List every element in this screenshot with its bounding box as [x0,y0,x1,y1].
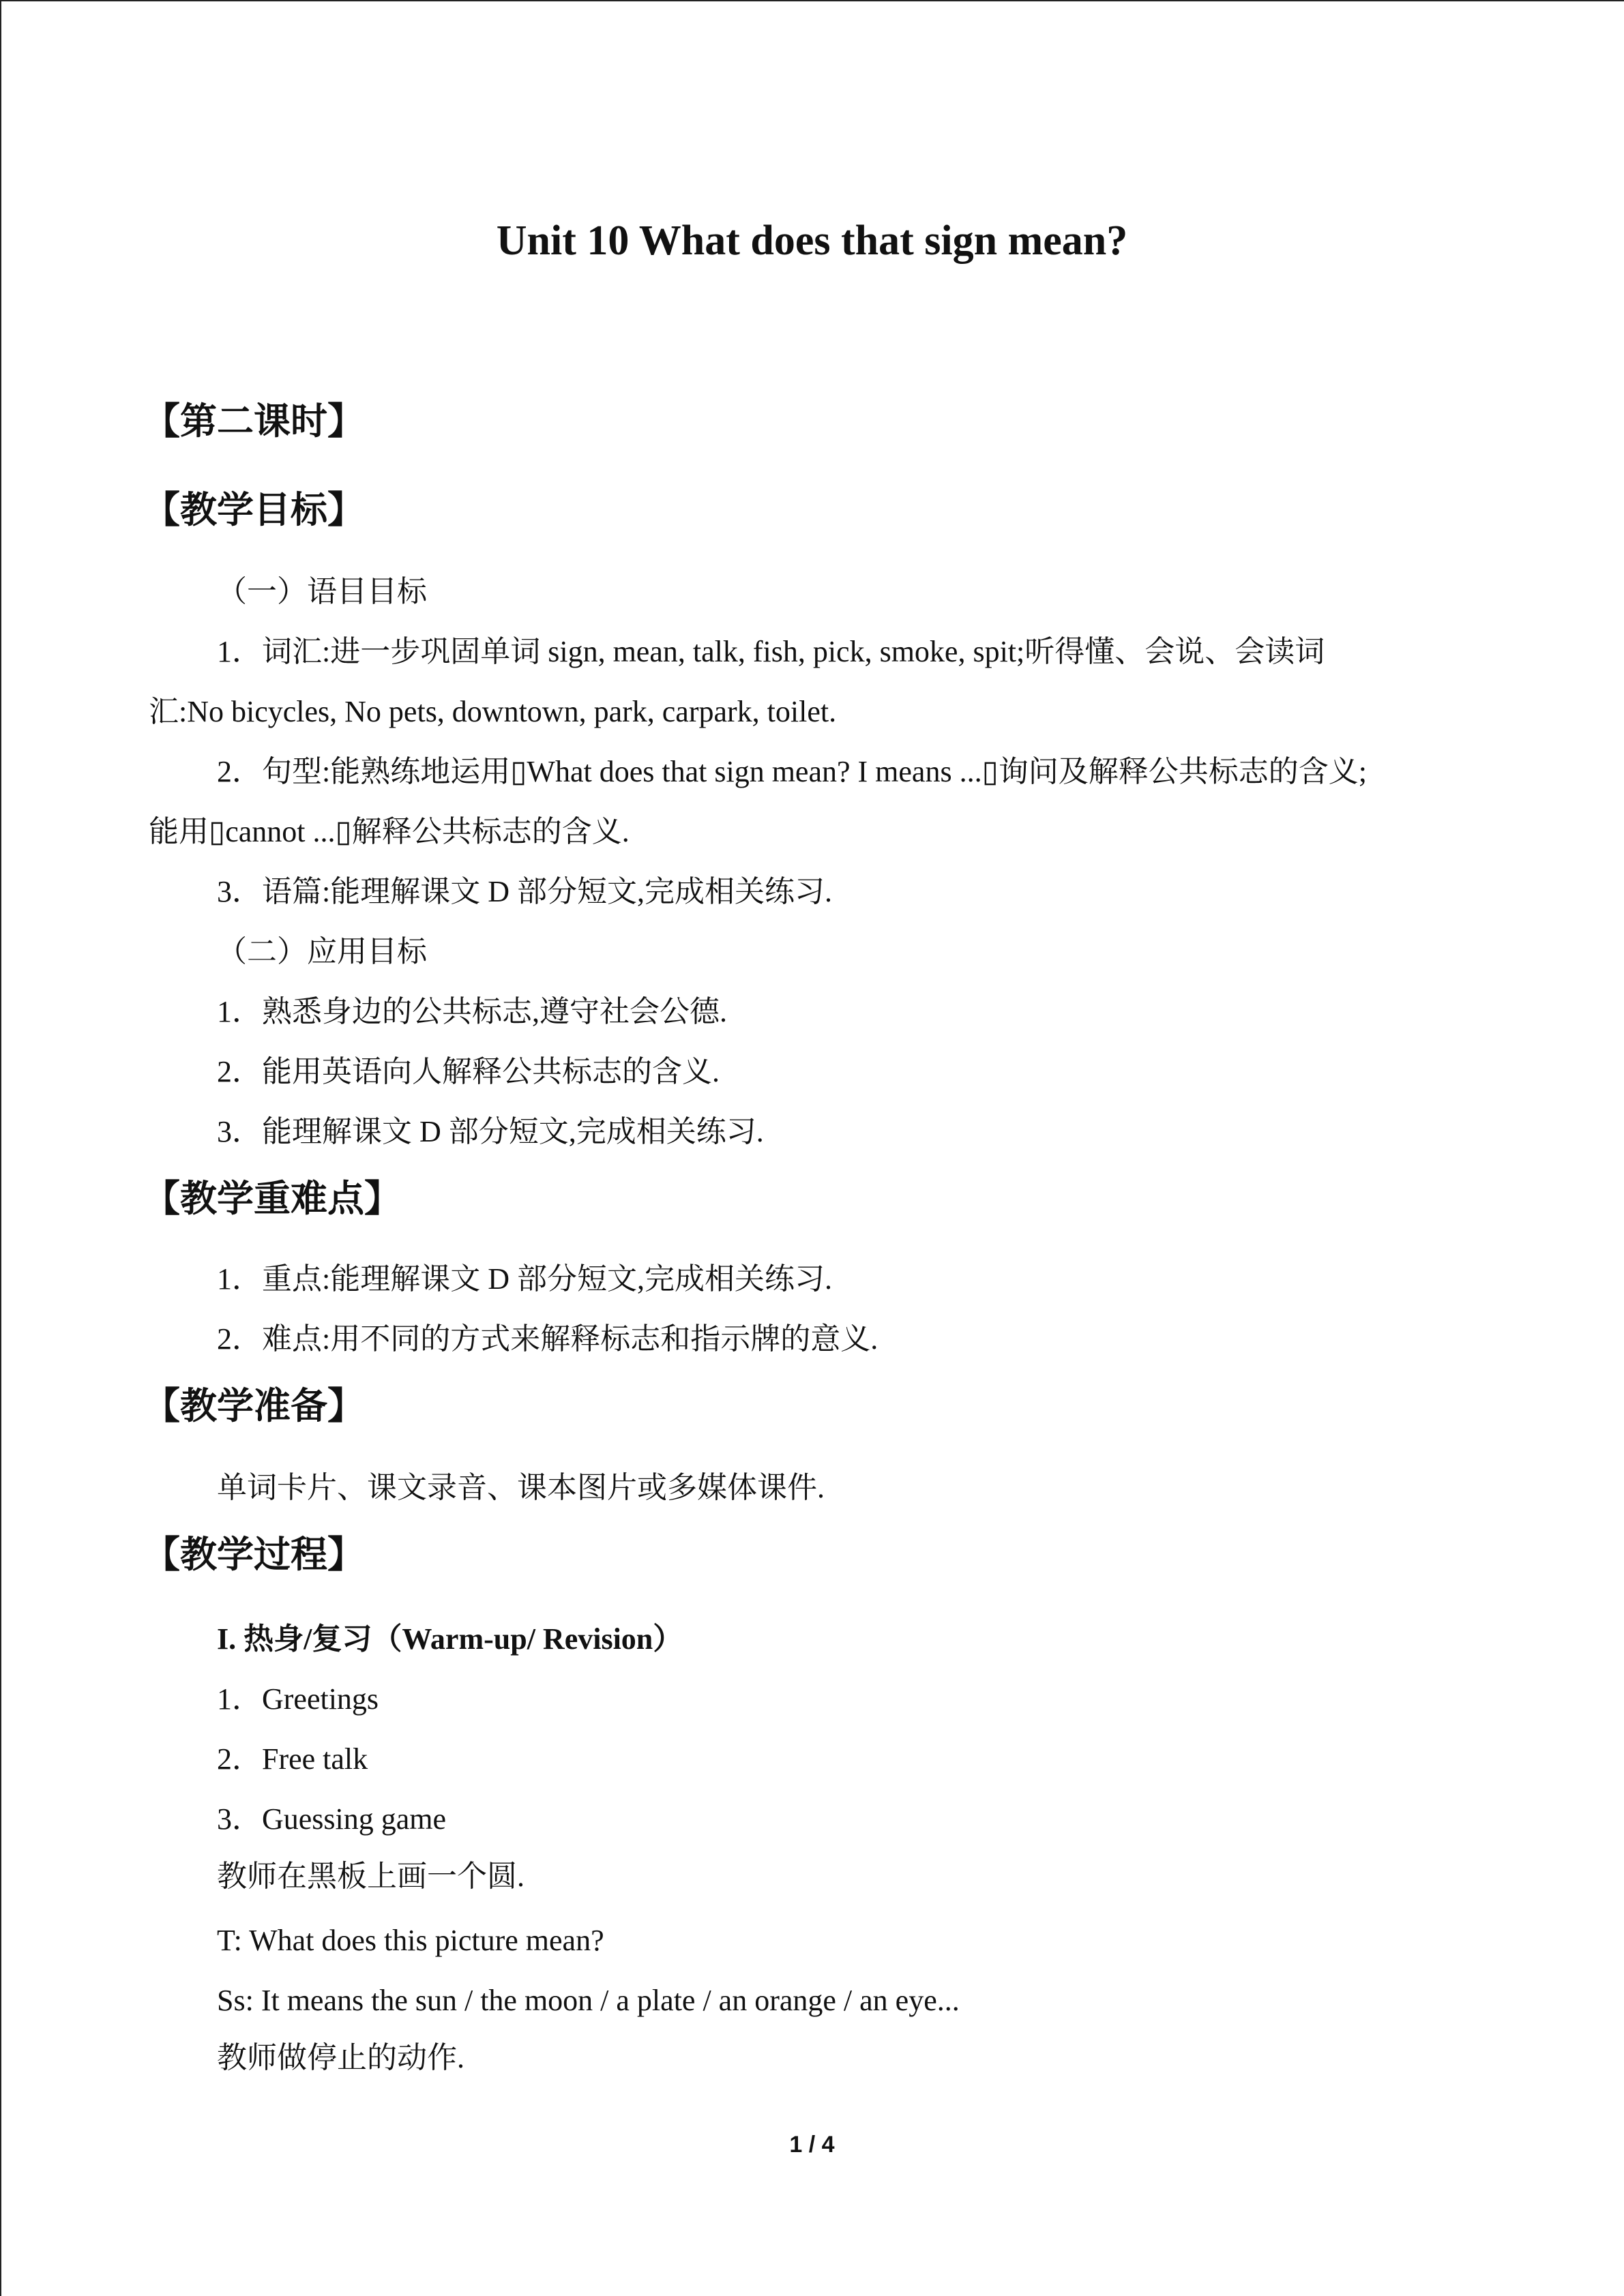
application-objectives-title: （二）应用目标 [217,935,427,968]
application-item-1: 1．熟悉身边的公共标志,遵守社会公德. [217,995,727,1028]
heading-lesson: 【第二课时】 [143,400,364,443]
language-objectives-title: （一）语目目标 [217,575,427,608]
pattern-line-2: 能用▯cannot ...▯解释公共标志的含义. [149,815,630,848]
heading-preparation: 【教学准备】 [143,1384,364,1427]
pattern-line-1: 2．句型:能熟练地运用▯What does that sign mean? I means ...▯询问及解释公共标志的含义; [217,755,1368,788]
process-line-1: 教师在黑板上画一个圆. [217,1860,525,1893]
document-title: Unit 10 What does that sign mean? [496,218,1128,264]
process-line-4: 教师做停止的动作. [217,2041,464,2074]
heading-key-points: 【教学重难点】 [143,1177,401,1220]
process-step-1: 1．Greetings [217,1682,379,1716]
process-step-2: 2．Free talk [217,1742,368,1776]
vocab-line-2: 汇:No bicycles, No pets, downtown, park, carpark, toilet. [149,695,837,728]
process-line-3: Ss: It means the sun / the moon / a plate / an orange / an eye... [217,1984,960,2017]
warmup-section-title: I. 热身/复习（Warm-up/ Revision） [217,1622,683,1656]
key-point-difficulty: 2．难点:用不同的方式来解释标志和指示牌的意义. [217,1322,879,1356]
page-number: 1 / 4 [789,2132,835,2158]
vocab-line-1: 1．词汇:进一步巩固单词 sign, mean, talk, fish, pick, smoke, spit;听得懂、会说、会读词 [217,635,1325,668]
heading-objectives: 【教学目标】 [143,488,364,531]
process-step-3: 3．Guessing game [217,1802,447,1836]
process-line-2: T: What does this picture mean? [217,1924,604,1957]
preparation-text: 单词卡片、课文录音、课本图片或多媒体课件. [217,1471,825,1504]
application-item-3: 3．能理解课文 D 部分短文,完成相关练习. [217,1115,764,1148]
key-point-focus: 1．重点:能理解课文 D 部分短文,完成相关练习. [217,1262,832,1296]
heading-process: 【教学过程】 [143,1533,364,1576]
application-item-2: 2．能用英语向人解释公共标志的含义. [217,1055,720,1088]
discourse-line: 3．语篇:能理解课文 D 部分短文,完成相关练习. [217,875,832,908]
